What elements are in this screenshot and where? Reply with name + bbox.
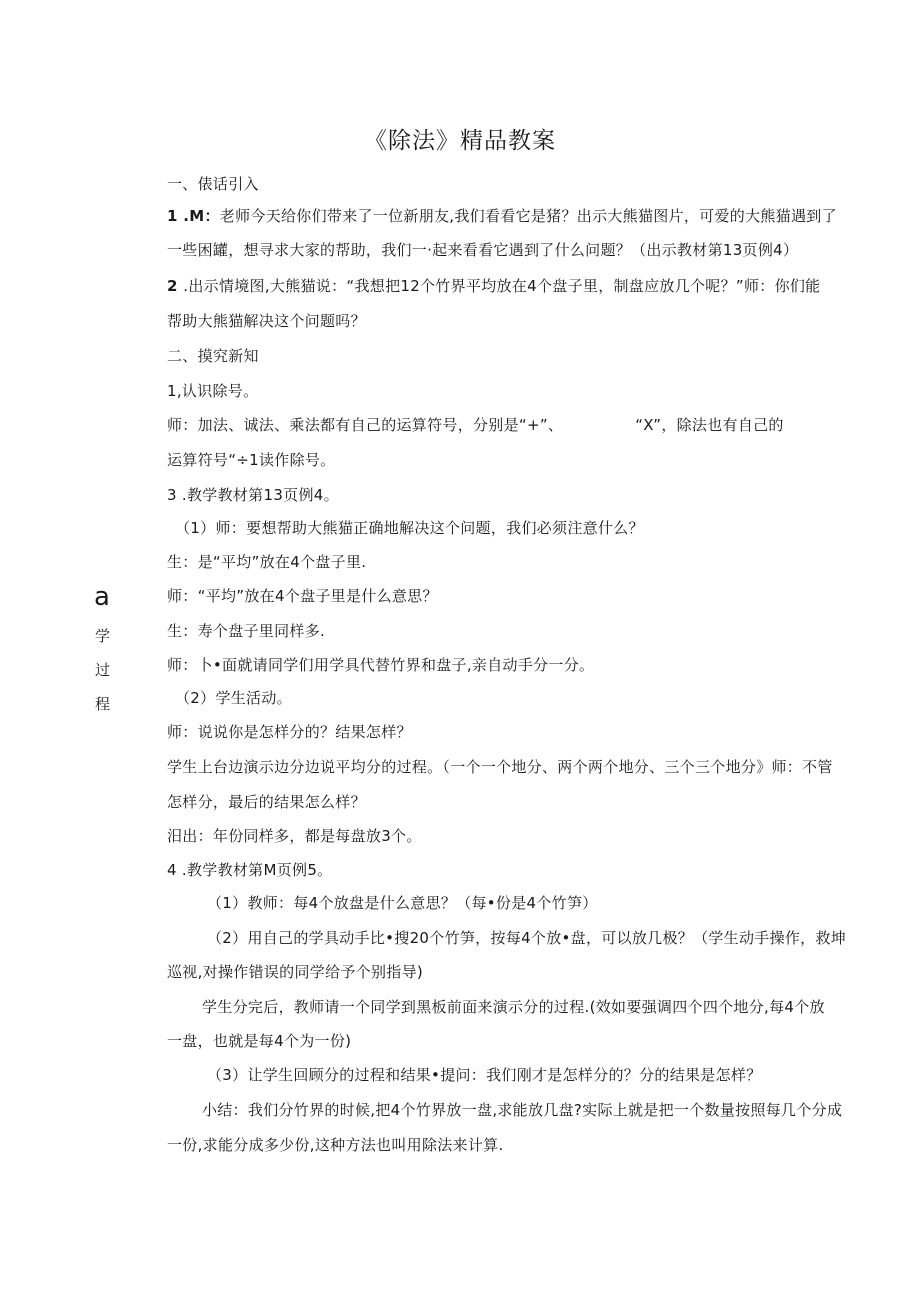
paragraph-step-1: （1）师：要想帮助大熊猫正确地解决这个问题，我们必须注意什么？: [175, 519, 644, 537]
operators-text-b: “X”，除法也有自己的: [635, 416, 784, 434]
paragraph-1-number: 1 .M：: [167, 207, 220, 225]
paragraph-student-2: 生：寿个盘子里同样多.: [167, 622, 326, 640]
side-label-xue: 学: [95, 627, 111, 645]
paragraph-step-5-3: （3）让学生回顾分的过程和结果•提问：我们刚才是怎样分的？分的结果是怎样？: [207, 1066, 762, 1084]
paragraph-step-5-2-line-2: 巡视,对操作错误的同学给予个别指导): [167, 963, 424, 981]
paragraph-example-4: 3 .教学教材第13页例4。: [167, 486, 339, 504]
section-heading-intro: 一、俵话引入: [167, 175, 259, 193]
paragraph-conclusion: 汨出：年份同样多，都是每盘放3个。: [167, 827, 422, 845]
paragraph-step-5-1: （1）教师：每4个放盘是什么意思？（每•份是4个竹笋）: [207, 894, 598, 912]
paragraph-step-5-2-line-1: （2）用自己的学具动手比•搜20个竹笋，按每4个放•盘，可以放几极？（学生动手操作，救坤: [207, 929, 847, 947]
paragraph-1-line-1: [167, 206, 837, 226]
paragraph-demo-line-1: 学生上台边演示边分边说平均分的过程。（一个一个地分、两个两个地分、三个三个地分》师：不管: [167, 758, 833, 776]
section-heading-explore: 二、摸究新知: [167, 347, 259, 365]
paragraph-teacher-1: 师：“平均”放在4个盘子里是什么意思？: [167, 587, 438, 605]
document-title: 《除法》精品教案: [364, 128, 556, 154]
paragraph-demo-board-line-1: 学生分完后，教师请一个同学到黑板前面来演示分的过程.(效如要强调四个四个地分,每4个放: [202, 998, 825, 1016]
paragraph-2-number: 2: [167, 277, 184, 295]
paragraph-1-line-2: 一些困罐，想寻求大家的帮助，我们一·起来看看它遇到了什么问题？（出示教材第13页例4）: [167, 241, 799, 259]
paragraph-operators-line-2: 运算符号“÷1读作除号。: [167, 451, 336, 469]
paragraph-2-line-1: [167, 276, 820, 296]
paragraph-summary-line-1: 小结：我们分竹界的时候,把4个竹界放一盘,求能放几盘?实际上就是把一个数量按照每几个分成: [202, 1101, 843, 1119]
paragraph-example-5: 4 .教学教材第M页例5。: [167, 861, 333, 879]
paragraph-student-1: 生：是“平均”放在4个盘子里.: [167, 553, 367, 571]
paragraph-2-text: .出示情境图,大熊猫说：“我想把12个竹界平均放在4个盘子里，制盘应放几个呢？”师：你们能: [183, 277, 821, 295]
operators-text-a: 师：加法、诚法、乘法都有自己的运算符号，分别是“+”、: [167, 416, 564, 434]
paragraph-operators-line-1: [167, 415, 784, 435]
side-label-guo: 过: [95, 661, 111, 679]
paragraph-2-line-2: 帮助大熊猫解决这个问题吗？: [167, 312, 366, 330]
paragraph-division-sign: 1,认识除号。: [167, 382, 259, 400]
paragraph-step-2: （2）学生活动。: [175, 689, 292, 707]
paragraph-summary-line-2: 一份,求能分成多少份,这种方法也叫用除法来计算.: [167, 1136, 504, 1154]
side-label-cheng: 程: [95, 695, 111, 713]
paragraph-teacher-3: 师：说说你是怎样分的？结果怎样？: [167, 723, 412, 741]
paragraph-demo-line-2: 怎样分，最后的结果怎么样？: [167, 793, 366, 811]
paragraph-teacher-2: 师：卜•面就请同学们用学具代替竹界和盘子,亲自动手分一分。: [167, 656, 595, 674]
paragraph-demo-board-line-2: 一盘，也就是每4个为一份): [167, 1032, 352, 1050]
paragraph-1-text: 老师今天给你们带来了一位新朋友,我们看看它是猪？出示大熊猫图片，可爱的大熊猫遇到了: [219, 207, 837, 225]
side-label-a: a: [94, 582, 110, 612]
